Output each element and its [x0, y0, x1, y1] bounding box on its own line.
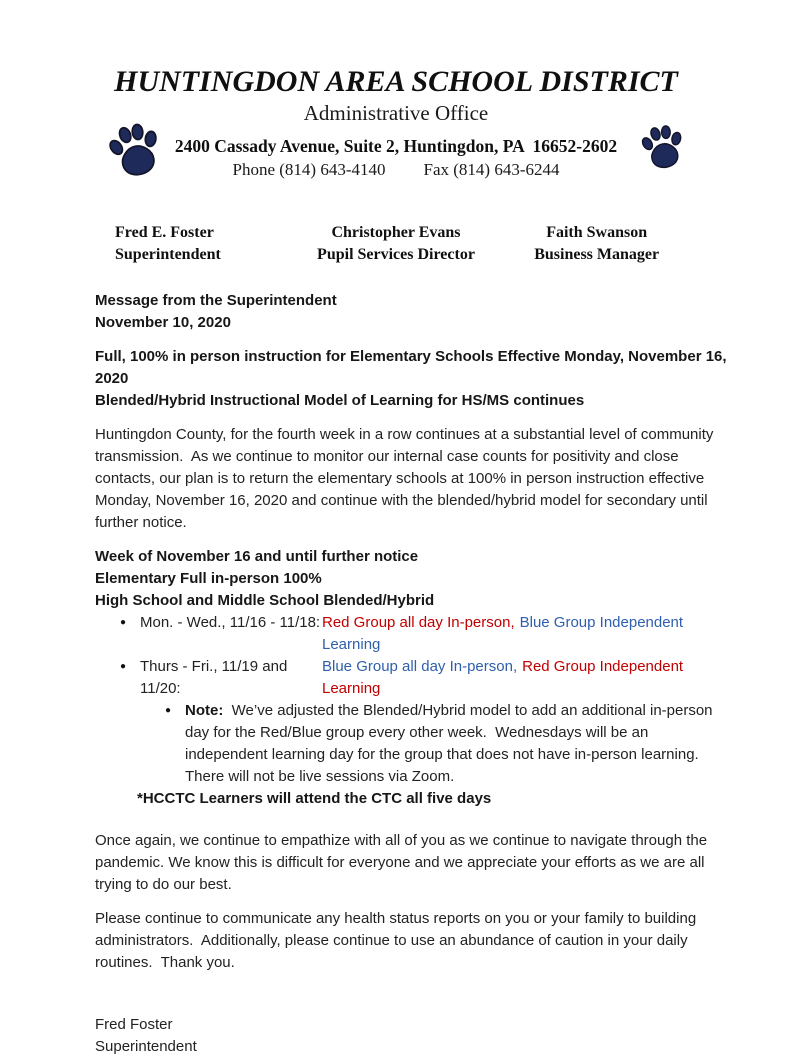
schedule-bullet-thurs-fri	[120, 656, 731, 700]
bullet-detail	[322, 612, 731, 656]
message-date: November 10, 2020	[95, 314, 231, 331]
message-heading	[95, 290, 731, 334]
signature-title: Superintendent	[95, 1038, 197, 1055]
bullet-icon: ●	[120, 661, 127, 672]
bullet-label: Thurs - Fri., 11/19 and 11/20:	[140, 658, 288, 697]
office-subtitle: Administrative Office	[303, 101, 489, 125]
staff-superintendent	[95, 222, 296, 266]
schedule-headings	[95, 546, 731, 612]
address-line: 2400 Cassady Avenue, Suite 2, Huntingdon, PA 16652-2602	[174, 136, 618, 156]
staff-name: Christopher Evans	[331, 224, 461, 241]
staff-row	[95, 222, 697, 266]
staff-name: Faith Swanson	[546, 224, 648, 241]
phone-number: Phone (814) 643-4140	[232, 160, 386, 179]
hcctc-note: *HCCTC Learners will attend the CTC all five days	[137, 790, 492, 807]
district-title: HUNTINGDON AREA SCHOOL DISTRICT	[114, 65, 678, 98]
paragraph-community-transmission: Huntingdon County, for the fourth week in a row continues at a substantial level of community transmission. As we continue to monitor our internal case counts for positivity and close contacts, our plan is to return the elementary schools at 100% in person instruction effective Monday, November 16, 2020 and continue with the blended/hybrid model for secondary until further notice.	[95, 426, 718, 531]
schedule-heading-week: Week of November 16 and until further notice	[95, 548, 419, 565]
subject-line-1: Full, 100% in person instruction for Elementary Schools Effective Monday, November 16, 2020	[95, 348, 727, 387]
blue-group-text: Blue Group Independent Learning	[322, 614, 684, 653]
staff-title: Business Manager	[534, 246, 660, 263]
signature-name: Fred Foster	[95, 1016, 173, 1033]
blue-group-text: Blue Group all day In-person,	[322, 658, 518, 675]
note-text	[185, 700, 725, 788]
note-body: We’ve adjusted the Blended/Hybrid model to add an additional in-person day for the Red/Blue group every other week. Wednesdays will be an independent learning day for the group that does not have in-person learning. There will not be live sessions via Zoom.	[185, 702, 717, 785]
bullet-detail	[322, 656, 731, 700]
staff-name: Fred E. Foster	[115, 224, 214, 241]
staff-pupil-services	[296, 222, 497, 266]
schedule-heading-hsms: High School and Middle School Blended/Hybrid	[95, 592, 435, 609]
note-sub-bullet	[165, 700, 725, 788]
staff-business-manager	[496, 222, 697, 266]
bullet-label: Mon. - Wed., 11/16 - 11/18:	[140, 614, 321, 631]
signature-block	[95, 1014, 731, 1058]
staff-title: Superintendent	[115, 246, 221, 263]
phone-fax-line	[95, 158, 697, 182]
schedule-bullet-mon-wed	[120, 612, 731, 656]
staff-title: Pupil Services Director	[317, 246, 475, 263]
bullet-icon: ●	[165, 705, 172, 716]
paragraph-empathize: Once again, we continue to empathize with all of you as we continue to navigate through the pandemic. We know this is difficult for everyone and we appreciate your efforts as we are all trying to do our best.	[95, 832, 712, 893]
subject-block	[95, 346, 731, 412]
red-group-text: Red Group Independent Learning	[322, 658, 684, 697]
schedule-heading-elementary: Elementary Full in-person 100%	[95, 570, 322, 587]
paragraph-health-status: Please continue to communicate any health status reports on you or your family to building administrators. Additionally, please continue to use an abundance of caution in your daily routines. Thank you.	[95, 910, 701, 971]
subject-line-2: Blended/Hybrid Instructional Model of Learning for HS/MS continues	[95, 392, 585, 409]
message-title: Message from the Superintendent	[95, 292, 337, 309]
bullet-icon: ●	[120, 617, 127, 628]
letterhead	[95, 64, 697, 182]
note-label: Note:	[185, 702, 224, 719]
paw-print-icon	[634, 118, 690, 174]
red-group-text: Red Group all day In-person,	[322, 614, 515, 631]
fax-number: Fax (814) 643-6244	[423, 160, 560, 179]
